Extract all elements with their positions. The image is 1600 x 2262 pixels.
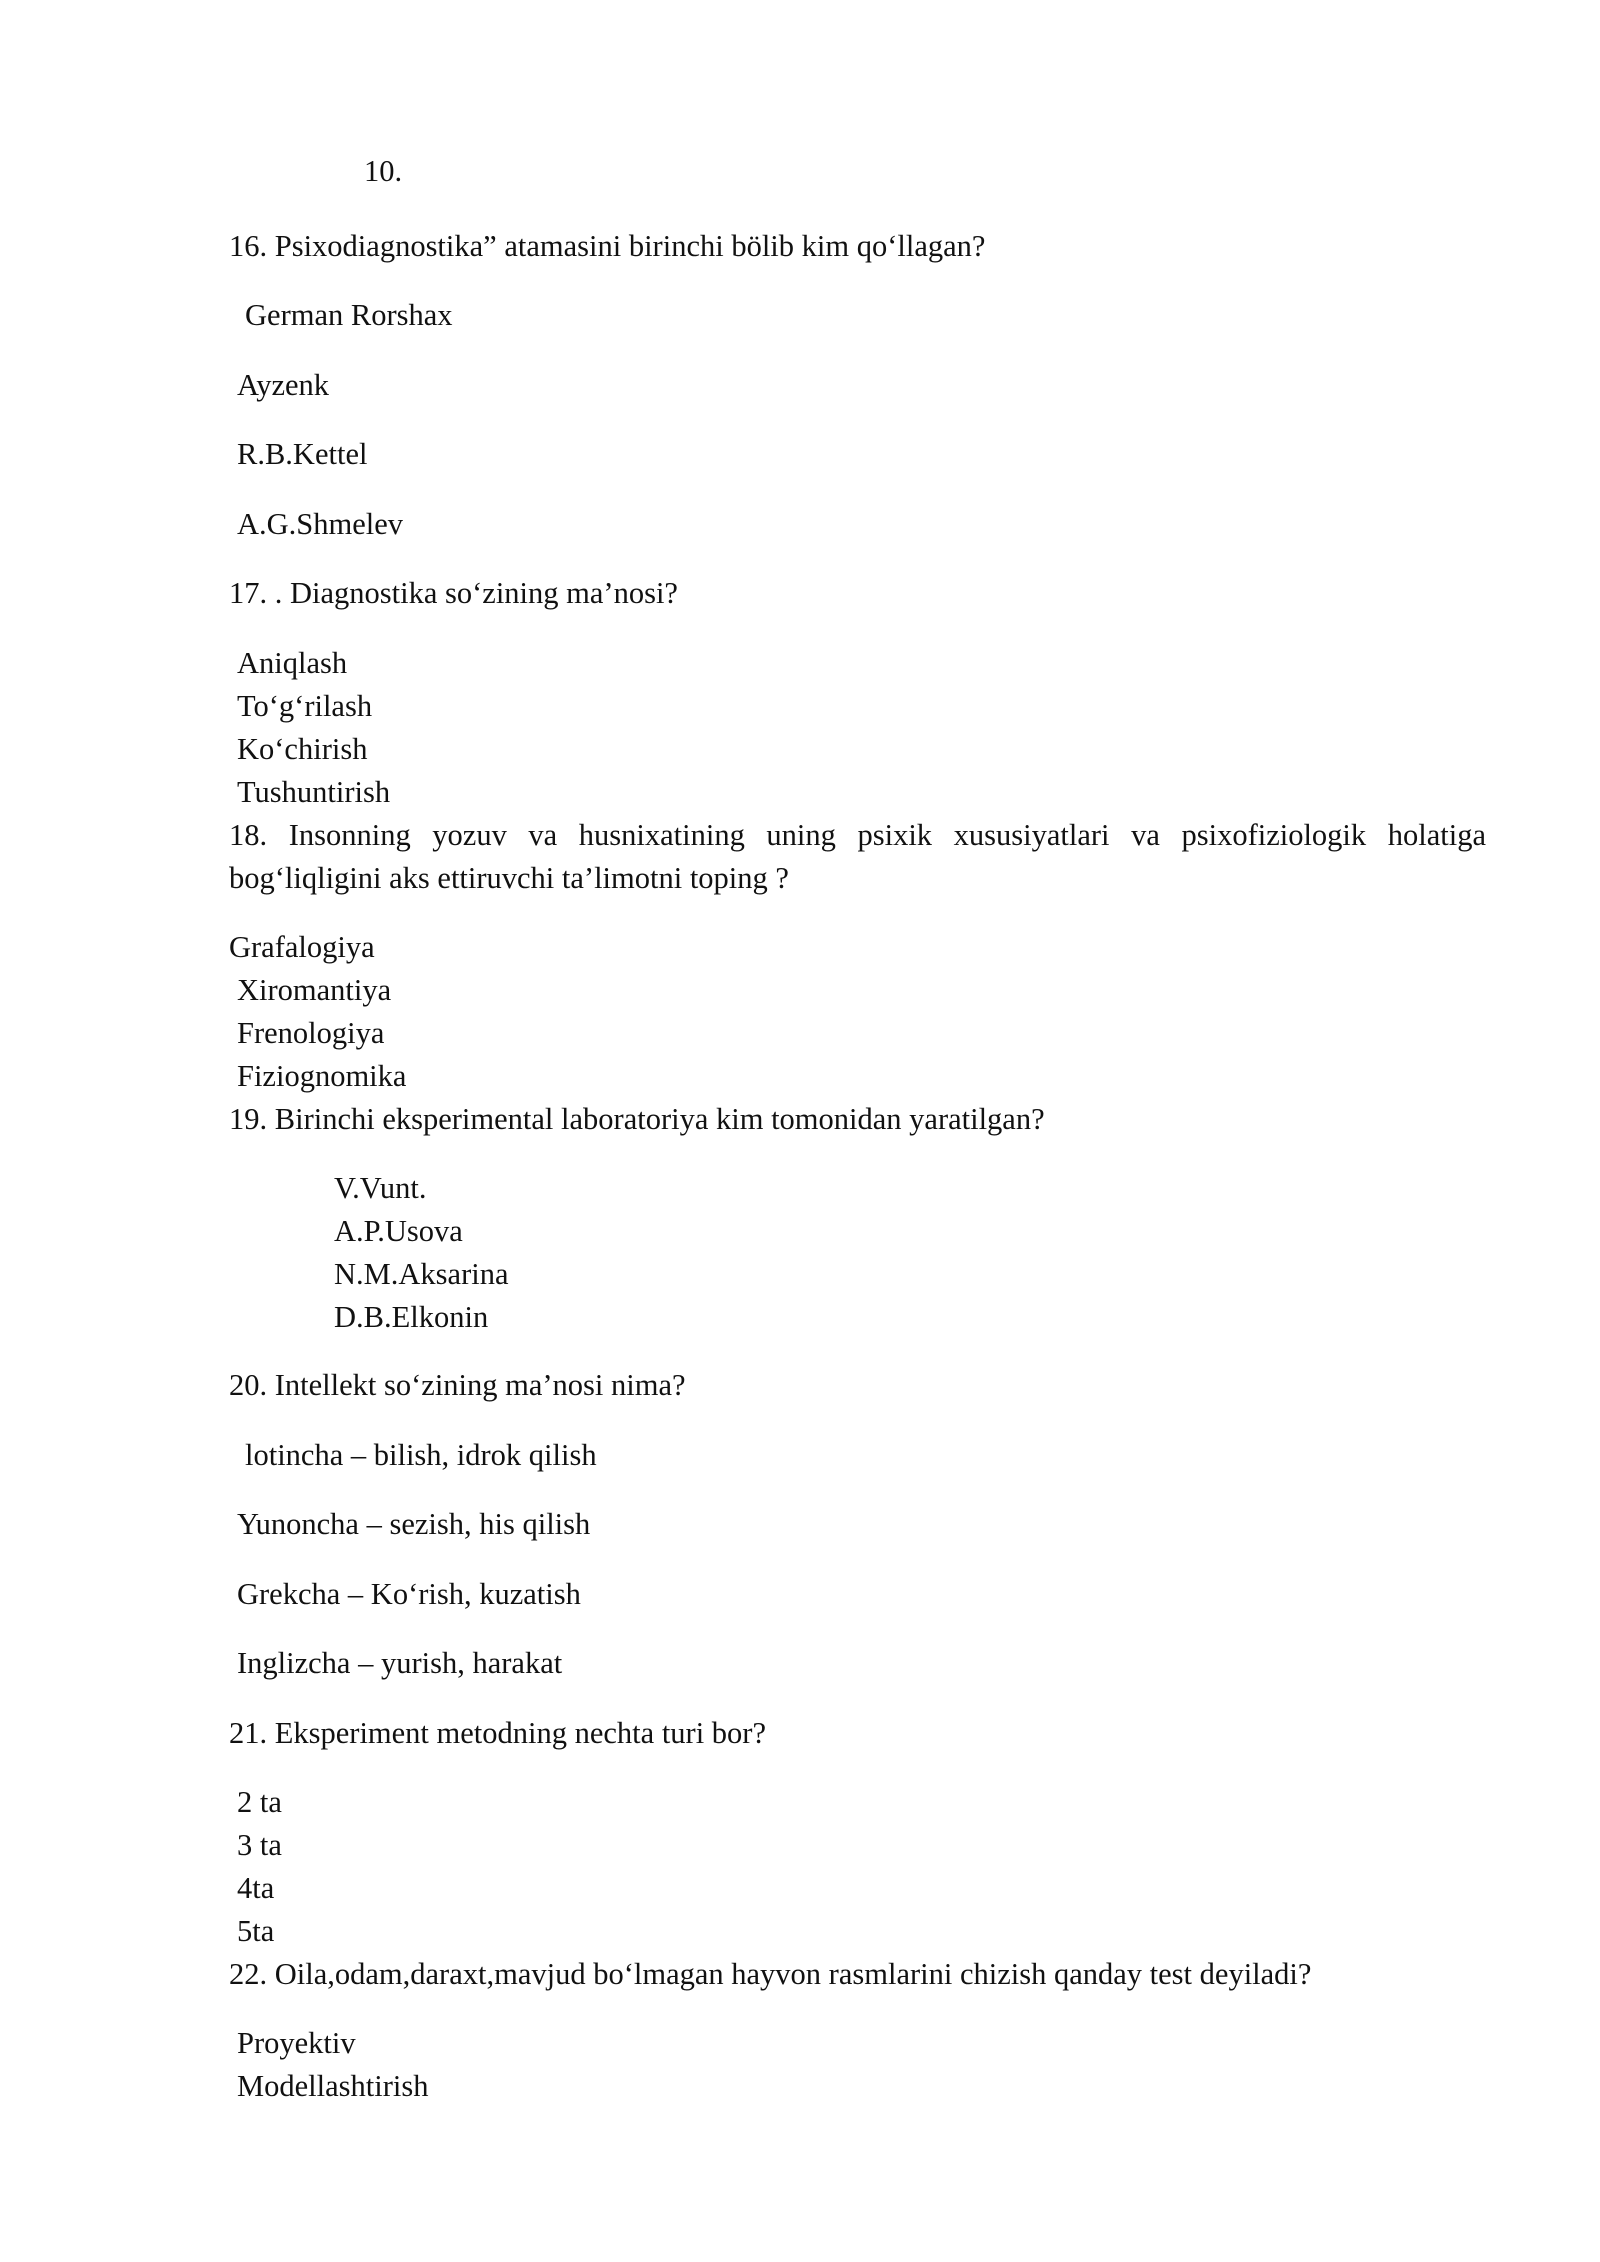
question-20: 20. Intellekt so‘zining ma’nosi nima? [229,1368,686,1402]
q20-option-d: Inglizcha – yurish, harakat [237,1646,563,1680]
q20-option-b: Yunoncha – sezish, his qilish [237,1507,591,1541]
q19-option-a: V.Vunt. [334,1171,427,1205]
question-18-line-2: bog‘liqligini aks ettiruvchi ta’limotni toping ? [229,861,789,895]
q17-option-a: Aniqlash [237,646,348,680]
question-17: 17. . Diagnostika so‘zining ma’nosi? [229,576,678,610]
q20-option-c: Grekcha – Ko‘rish, kuzatish [237,1577,581,1611]
q21-option-d: 5ta [237,1914,275,1948]
q19-option-b: A.P.Usova [334,1214,463,1248]
q19-option-d: D.B.Elkonin [334,1300,489,1334]
q16-option-d: A.G.Shmelev [237,507,404,541]
q21-option-a: 2 ta [237,1785,282,1819]
question-16: 16. Psixodiagnostika” atamasini birinchi bölib kim qo‘llagan? [229,229,986,263]
q21-option-b: 3 ta [237,1828,282,1862]
q19-option-c: N.M.Aksarina [334,1257,509,1291]
question-19: 19. Birinchi eksperimental laboratoriya kim tomonidan yaratilgan? [229,1102,1045,1136]
q21-option-c: 4ta [237,1871,275,1905]
q18-option-a: Grafalogiya [229,930,375,964]
q16-option-a: German Rorshax [245,298,453,332]
q18-option-d: Fiziognomika [237,1059,407,1093]
question-21: 21. Eksperiment metodning nechta turi bor? [229,1716,766,1750]
question-18-line-1: 18. Insonning yozuv va husnixatining uning psixik xususiyatlari va psixofiziologik holatiga [229,818,1486,852]
q22-option-a: Proyektiv [237,2026,356,2060]
q17-option-c: Ko‘chirish [237,732,368,766]
question-22: 22. Oila,odam,daraxt,mavjud bo‘lmagan hayvon rasmlarini chizish qanday test deyiladi? [229,1957,1312,1991]
q16-option-b: Ayzenk [237,368,330,402]
q18-option-b: Xiromantiya [237,973,392,1007]
item-number: 10. [364,154,403,188]
q18-option-c: Frenologiya [237,1016,385,1050]
q16-option-c: R.B.Kettel [237,437,368,471]
q20-option-a: lotincha – bilish, idrok qilish [245,1438,597,1472]
q22-option-b: Modellashtirish [237,2069,429,2103]
q17-option-d: Tushuntirish [237,775,391,809]
q17-option-b: To‘g‘rilash [237,689,373,723]
